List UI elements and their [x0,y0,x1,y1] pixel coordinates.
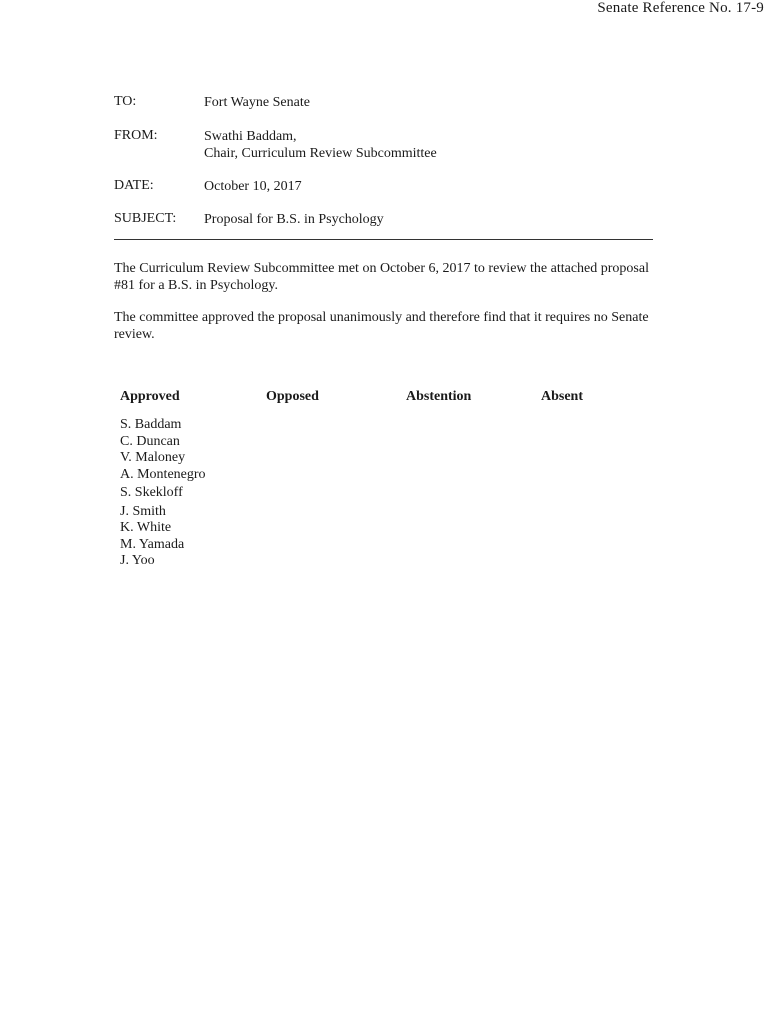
approved-voter: A. Montenegro [120,466,206,482]
approved-voter: J. Smith [120,503,166,519]
body-paragraph-2-line-2: review. [114,327,155,342]
memo-to-label: TO: [114,94,137,109]
memo-to-value: Fort Wayne Senate [204,95,310,110]
vote-header-opposed: Opposed [266,389,319,404]
approved-voter: M. Yamada [120,536,185,552]
body-paragraph-1-line-1: The Curriculum Review Subcommittee met on October 6, 2017 to review the attached proposal [114,261,649,276]
memo-subject-value: Proposal for B.S. in Psychology [204,212,384,227]
approved-voter-list [120,417,206,570]
body-paragraph-2-line-1: The committee approved the proposal unanimously and therefore find that it requires no Senate [114,310,649,325]
body-paragraph-1 [114,260,654,294]
body-paragraph-2 [114,309,654,343]
memo-from-value [204,128,437,162]
memo-from-label: FROM: [114,128,158,143]
approved-voter: J. Yoo [120,553,155,568]
memo-date-value: October 10, 2017 [204,179,302,194]
header-divider [114,239,653,240]
memo-from-name: Swathi Baddam, [204,129,297,144]
body-paragraph-1-line-2: #81 for a B.S. in Psychology. [114,278,278,293]
memo-subject-label: SUBJECT: [114,211,177,226]
approved-voter: S. Baddam [120,417,182,432]
vote-header-approved: Approved [120,389,180,404]
approved-voter: S. Skekloff [120,485,183,500]
vote-header-abstention: Abstention [406,389,472,404]
memo-from-title: Chair, Curriculum Review Subcommittee [204,146,437,161]
approved-voter: C. Duncan [120,433,180,449]
reference-number: Senate Reference No. 17-9 [597,0,764,16]
memo-date-label: DATE: [114,178,154,193]
approved-voter: K. White [120,520,172,535]
approved-voter: V. Maloney [120,450,186,465]
vote-header-absent: Absent [541,389,584,404]
